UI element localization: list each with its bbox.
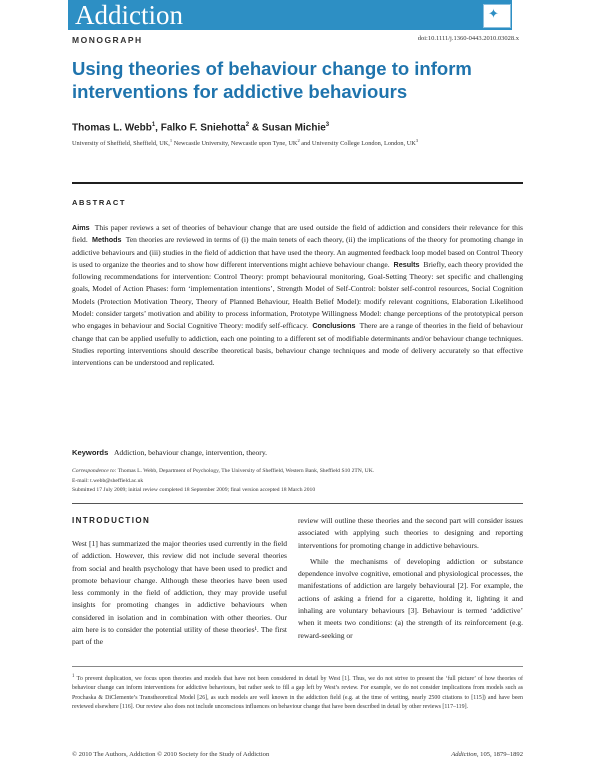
conclusions-label: Conclusions	[312, 321, 356, 331]
journal-logo	[483, 4, 511, 28]
affiliation: Newcastle University, Newcastle upon Tyne, UK	[172, 140, 298, 148]
author-sup: 1	[151, 122, 156, 128]
affiliations	[72, 138, 418, 147]
footer-citation	[451, 751, 523, 758]
submission-dates: Submitted 17 July 2009; initial review completed 18 September 2009; final version accepted 18 March 2010	[72, 487, 316, 493]
author-separator: &	[249, 122, 262, 134]
intro-paragraph: review will outline these theories and the second part will consider issues associated with applying such theories to designing and reporting interventions for promoting change in addictive behaviours.	[298, 516, 523, 550]
keywords	[72, 448, 523, 457]
correspondence-label: Correspondence to:	[72, 468, 117, 474]
introduction-heading: INTRODUCTION	[72, 516, 151, 525]
affiliation: and University College London, London, UK	[299, 140, 416, 148]
methods-label: Methods	[91, 235, 122, 245]
keywords-label: Keywords	[72, 448, 109, 457]
footnote-marker: 1	[72, 674, 75, 679]
correspondence-email[interactable]: E-mail: t.webb@sheffield.ac.uk	[72, 477, 144, 484]
intro-left-column: West [1] has summarized the major theories used currently in the field of addiction. However, this review did not include several theories from social and health psychology that have been used to predict and promote behaviour change. Although these theories have been used less commonly in the field of addiction, they may provide useful insights for promoting changes in addictive behaviours when considered in isolation and in combination with other theories. Our aim here is to consider the potential utility of these theories¹. The first part of the	[72, 539, 287, 647]
correspondence	[72, 467, 523, 496]
abstract-heading: ABSTRACT	[72, 198, 127, 207]
doi[interactable]: doi:10.1111/j.1360-0443.2010.03028.x	[417, 35, 519, 42]
author-sup: 3	[325, 122, 330, 128]
intro-paragraph: While the mechanisms of developing addiction or substance dependence involve cognitive, emotional and physiological processes, the manifestations of addiction are largely behavioural [2]. For example, the actions of asking a friend for a cigarette, holding it, lighting it and inhaling are voluntary behaviours [3]. Behaviour is termed ‘addictive’ when it meets two conditions: (a) the strength of its reinforcement (e.g. reward-seeking or	[298, 556, 523, 640]
results-text: Briefly, each theory provided the following recommendations for intervention: Control Theory: prompt behavioural monitoring, Goal-Setting Theory: set specific and challenging goals, Model of Action Phases: form ‘implementation intentions’, Strength Model of Self-Control: bolster self-control resources, Social Cognition Models (Protection Motivation Theory, Theory of Planned Behaviour, Health Belief Model): modify relevant cognitions, Elaboration Likelihood Model: consider targets’ motivation and ability to process information, Prototype Willingness Model: change perceptions of the prototypical person who engages in behaviour and Social Cognitive Theory: modify self-efficacy.	[72, 259, 523, 331]
author-separator: ,	[155, 122, 161, 134]
author-list	[72, 122, 329, 133]
journal-name: Addiction	[75, 0, 183, 30]
affiliation-sup: 3	[415, 138, 419, 143]
section-tag: MONOGRAPH	[72, 35, 143, 45]
correspondence-text: Thomas L. Webb, Department of Psychology, The University of Sheffield, Western Bank, Sheffield S10 2TN, UK.	[117, 468, 375, 474]
footnote	[72, 672, 523, 713]
aims-label: Aims	[72, 223, 90, 232]
header-rule	[72, 182, 523, 184]
author-name: Falko F. Sniehotta	[160, 122, 246, 134]
footer-volume: , 105, 1879–1892	[476, 751, 523, 758]
affiliation-sup: 2	[297, 138, 300, 143]
conclusions-text: There are a range of theories in the field of behaviour change that can be applied usefully to addiction, each one pointing to a different set of modifiable determinants and/or behaviour change techniques. Studies reporting interventions should describe theoretical basis, behaviour change techniques and mode of delivery accurately so that effective interventions can be understood and replicated.	[72, 321, 523, 368]
abstract-body	[72, 222, 523, 370]
footnote-rule	[72, 666, 523, 667]
intro-right-column	[298, 515, 523, 642]
journal-logo-icon: ✦	[488, 7, 499, 22]
footer-journal: Addiction	[451, 751, 477, 758]
author-name: Susan Michie	[261, 122, 326, 134]
footnote-text: To prevent duplication, we focus upon theories and models that have not been considered in detail by West [1]. Thus, we do not strive to present the ‘full picture’ of how theories of behaviour change can inform interventions for addictive behaviours, but rather seek to fill a gap left by West’s review. For example, we do not consider implications from models such as Prochaska & DiClemente’s Transtheoretical Model [26], as such models are well known in the addiction field (e.g. at the time of writing, nearly 2500 citations to [115]) and have been reviewed elsewhere [116]. Our review also does not include unconscious influences on behaviour change that have been described in detail by other reviews [117–119].	[72, 675, 523, 711]
author-sup: 2	[245, 122, 250, 128]
article-title: Using theories of behaviour change to inform interventions for addictive behaviours	[72, 58, 472, 102]
keywords-text: Addiction, behaviour change, intervention, theory.	[114, 448, 268, 457]
footer-copyright: © 2010 The Authors, Addiction © 2010 Society for the Study of Addiction	[72, 751, 270, 758]
aims-text: This paper reviews a set of theories of behaviour change that are used outside the field of addiction and considers their relevance for this field.	[72, 223, 523, 245]
affiliation-sup: 1	[169, 138, 173, 143]
results-label: Results	[393, 259, 420, 269]
affiliation: University of Sheffield, Sheffield, UK,	[72, 140, 170, 148]
methods-text: Ten theories are reviewed in terms of (i) the main tenets of each theory, (ii) the implications of the theory for promoting change in addictive behaviours and (iii) studies in the field of addiction that have used the theory. An augmented feedback loop model based on Control Theory is used to organize the theories and to show how different interventions might achieve behaviour change.	[72, 235, 524, 269]
section-rule	[72, 503, 523, 504]
author-name: Thomas L. Webb	[72, 122, 152, 134]
